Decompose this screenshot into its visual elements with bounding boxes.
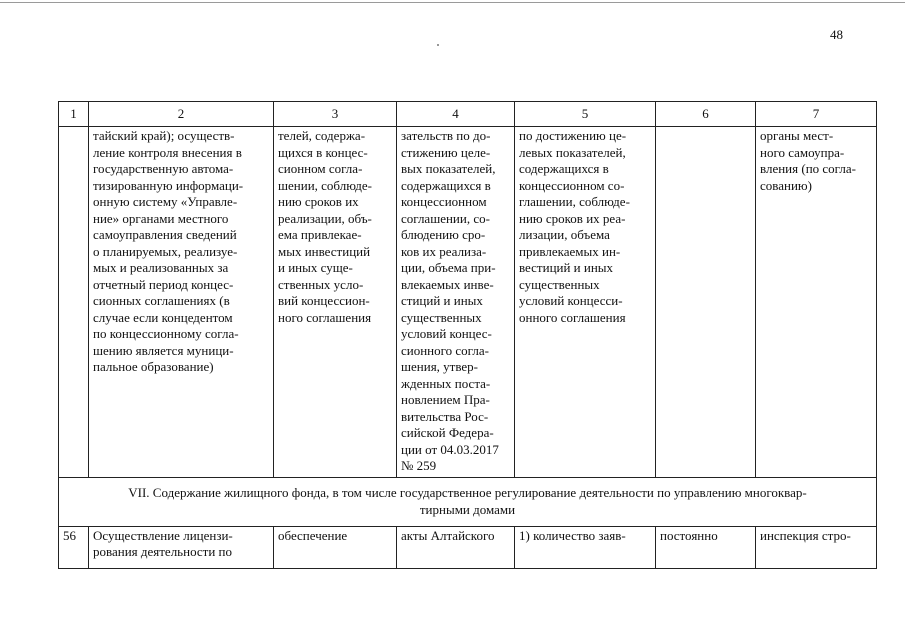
header-cell-5: 5 xyxy=(515,102,656,127)
cell-result: обеспечение xyxy=(274,526,397,568)
header-cell-3: 3 xyxy=(274,102,397,127)
section-title: VII. Содержание жилищного фонда, в том числе государственное регулирование деятельности по управлению многоквар- тирными домами xyxy=(59,477,877,526)
header-cell-6: 6 xyxy=(656,102,756,127)
table-header-row xyxy=(59,102,877,127)
document-table xyxy=(58,101,877,569)
cell-measure: тайский край); осуществ- ление контроля внесения в государственную автома- тизированную информаци- онную систему «Управле- ние» органами местного самоуправления сведений о планируемых, реализуе- мых и реализованных за отчетный период концес- сионных соглашениях (в случае если концедентом по концессионному согла- шению является муници- пальное образование) xyxy=(89,127,274,478)
cell-deadline: постоянно xyxy=(656,526,756,568)
top-border-line xyxy=(0,2,905,3)
cell-number xyxy=(59,127,89,478)
cell-responsible: инспекция стро- xyxy=(756,526,877,568)
cell-deadline xyxy=(656,127,756,478)
header-cell-7: 7 xyxy=(756,102,877,127)
scan-speck xyxy=(437,44,439,46)
table-row-continued xyxy=(59,127,877,478)
cell-result: телей, содержа- щихся в концес- сионном согла- шении, соблюде- нию сроков их реализации, объ- ема привлекае- мых инвестиций и иных суще- ственных усло- вий концессион- ного соглашения xyxy=(274,127,397,478)
header-cell-1: 1 xyxy=(59,102,89,127)
cell-number: 56 xyxy=(59,526,89,568)
section-row xyxy=(59,477,877,526)
cell-acts: зательств по до- стижению целе- вых показателей, содержащихся в концессионном соглашении, со- блюдению сро- ков их реализа- ции, объема при- влекаемых инве- стиций и иных существенных условий концес- сионного согла- шения, утвер- жденных поста- новлением Пра- вительства Рос- сийской Федера- ции от 04.03.2017 № 259 xyxy=(397,127,515,478)
cell-measure: Осуществление лицензи- рования деятельности по xyxy=(89,526,274,568)
cell-acts: акты Алтайского xyxy=(397,526,515,568)
header-cell-2: 2 xyxy=(89,102,274,127)
cell-indicators: по достижению це- левых показателей, содержащихся в концессионном со- глашении, соблюде- нию сроков их реа- лизации, объема привлекаемых ин- вестиций и иных существенных условий концесси- онного соглашения xyxy=(515,127,656,478)
table-row-56 xyxy=(59,526,877,568)
page-number: 48 xyxy=(830,27,843,42)
cell-indicators: 1) количество заяв- xyxy=(515,526,656,568)
cell-responsible: органы мест- ного самоупра- вления (по согла- сованию) xyxy=(756,127,877,478)
header-cell-4: 4 xyxy=(397,102,515,127)
